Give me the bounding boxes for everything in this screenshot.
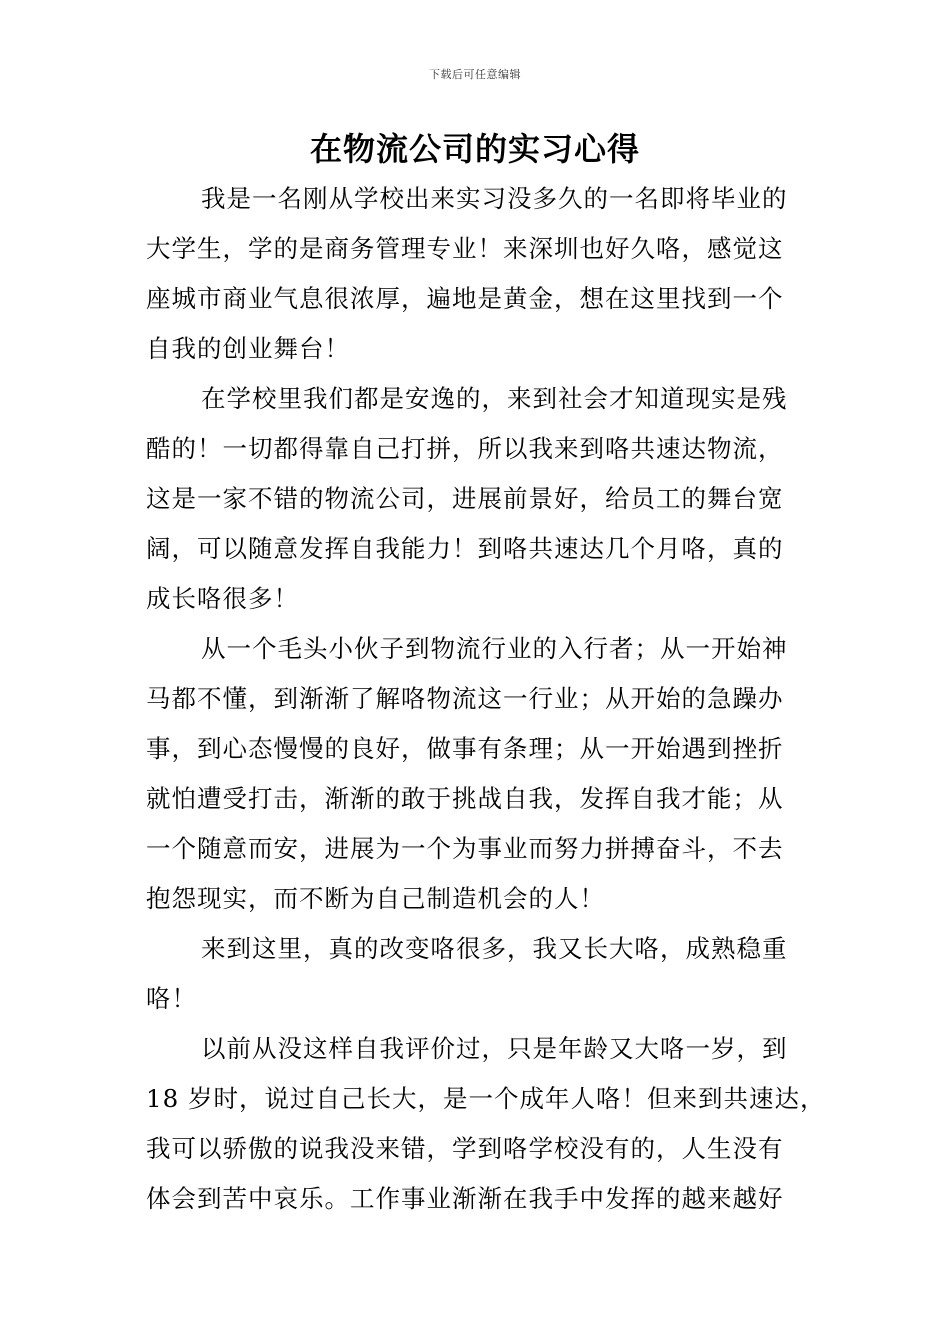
document-body — [146, 174, 826, 1224]
text-line: 从一个毛头小伙子到物流行业的入行者；从一开始神 — [201, 634, 788, 663]
paragraph-2 — [146, 374, 806, 624]
text-line: 我是一名刚从学校出来实习没多久的一名即将毕业的 — [201, 184, 788, 213]
document-title: 在物流公司的实习心得 — [309, 130, 640, 168]
text-line: 咯！ — [146, 984, 197, 1013]
text-line: 座城市商业气息很浓厚，遍地是黄金，想在这里找到一个 — [146, 284, 784, 313]
paragraph-1 — [146, 174, 806, 374]
text-line: 我可以骄傲的说我没来错，学到咯学校没有的，人生没有 — [146, 1134, 784, 1163]
header-note: 下载后可任意编辑 — [429, 68, 521, 81]
text-line: 大学生，学的是商务管理专业！来深圳也好久咯，感觉这 — [146, 234, 784, 263]
text-line: 马都不懂，到渐渐了解咯物流这一行业；从开始的急躁办 — [146, 684, 784, 713]
text-line: 抱怨现实，而不断为自己制造机会的人！ — [146, 884, 605, 913]
paragraph-4 — [146, 924, 806, 1024]
text-line: 酷的！一切都得靠自己打拼，所以我来到咯共速达物流， — [146, 434, 784, 463]
text-line: 事，到心态慢慢的良好，做事有条理；从一开始遇到挫折 — [146, 734, 784, 763]
paragraph-5 — [146, 1024, 826, 1224]
text-line: 18 岁时，说过自己长大，是一个成年人咯！但来到共速达， — [146, 1084, 826, 1113]
text-line: 成长咯很多！ — [146, 584, 299, 613]
text-line: 这是一家不错的物流公司，进展前景好，给员工的舞台宽 — [146, 484, 784, 513]
text-line: 一个随意而安，进展为一个为事业而努力拼搏奋斗，不去 — [146, 834, 784, 863]
paragraph-3 — [146, 624, 806, 924]
text-line: 在学校里我们都是安逸的，来到社会才知道现实是残 — [201, 384, 788, 413]
text-line: 自我的创业舞台！ — [146, 334, 350, 363]
text-line: 以前从没这样自我评价过，只是年龄又大咯一岁，到 — [201, 1034, 788, 1063]
text-line: 体会到苦中哀乐。工作事业渐渐在我手中发挥的越来越好 — [146, 1184, 784, 1213]
text-line: 来到这里，真的改变咯很多，我又长大咯，成熟稳重 — [201, 934, 788, 963]
text-line: 就怕遭受打击，渐渐的敢于挑战自我，发挥自我才能；从 — [146, 784, 784, 813]
text-line: 阔，可以随意发挥自我能力！到咯共速达几个月咯，真的 — [146, 534, 784, 563]
